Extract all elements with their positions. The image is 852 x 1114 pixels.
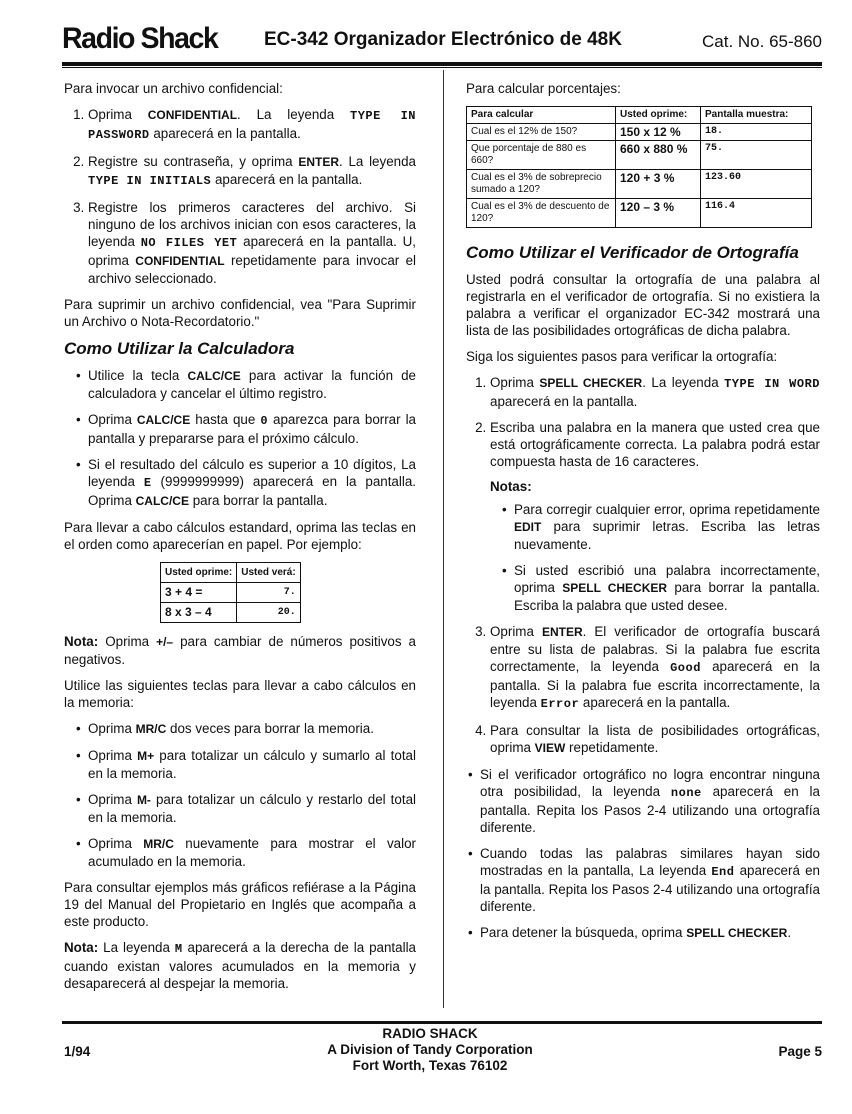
table-row — [467, 199, 812, 228]
percent-table — [466, 106, 812, 228]
table-row — [161, 603, 301, 623]
right-column — [466, 80, 820, 951]
table-cell: 8 x 3 – 4 — [161, 603, 237, 623]
table-row — [467, 141, 812, 170]
confidential-steps — [64, 106, 416, 287]
list-item: • Utilice la tecla CALC/CE para activar la función de calculadora y cancelar el último registro. — [88, 367, 416, 402]
document-title: EC-342 Organizador Electrónico de 48K — [264, 29, 622, 50]
list-item: • Oprima CALC/CE hasta que 0 aparezca para borrar la pantalla y prepararse para el próximo cálculo. — [88, 411, 416, 447]
table-cell: Cual es el 12% de 150? — [467, 124, 616, 141]
table-header-row — [161, 563, 301, 583]
page-header — [62, 18, 822, 62]
calc-example-table — [160, 562, 301, 623]
table-header: Para calcular — [467, 107, 616, 124]
spell-intro: Usted podrá consultar la ortografía de una palabra al registrarla en el verificador de ortografía. Si no existiera la palabra a verificar el organizador EC-342 mostrará una lista de las posibilidades ortográficas de dicha palabra. — [466, 272, 820, 338]
delete-note: Para suprimir un archivo confidencial, vea "Para Suprimir un Archivo o Nota-Recordatorio." — [64, 297, 416, 329]
table-cell: 116.4 — [701, 199, 812, 228]
table-header: Usted oprime: — [616, 107, 701, 124]
list-item: • Oprima M+ para totalizar un cálculo y sumarlo al total en la memoria. — [88, 747, 416, 782]
table-cell: Cual es el 3% de sobreprecio sumado a 120? — [467, 170, 616, 199]
spell-step: 1. Oprima SPELL CHECKER. La leyenda TYPE IN WORD aparecerá en la pantalla. — [490, 374, 820, 410]
calculator-heading: Como Utilizar la Calculadora — [64, 339, 295, 358]
table-cell: Que porcentaje de 880 es 660? — [467, 141, 616, 170]
list-item: • Si usted escribió una palabra incorrectamente, oprima SPELL CHECKER para borrar la pantalla. Escriba la palabra que usted desee. — [514, 562, 820, 614]
spell-bullets — [466, 766, 820, 942]
spell-step: 3. Oprima ENTER. El verificador de ortografía buscará entre su lista de palabras. Si la palabra fue escrita correctamente, la leyenda Good aparecerá en la pantalla. Si la palabra fue escrita incorrectamente, la leyenda Error aparecerá en la pantalla. — [490, 623, 820, 713]
radio-shack-logo: Radio Shack — [62, 22, 218, 55]
table-cell: Cual es el 3% de descuento de 120? — [467, 199, 616, 228]
table-row — [161, 583, 301, 603]
list-item: • Para detener la búsqueda, oprima SPELL CHECKER. — [480, 924, 820, 942]
catalog-number: Cat. No. 65-860 — [701, 32, 822, 51]
list-item: • Si el verificador ortográfico no logra encontrar ninguna otra posibilidad, la leyenda none aparecerá en la pantalla. Repita los Pasos 2-4 utilizando una ortografía diferente. — [480, 766, 820, 836]
spell-checker-heading: Como Utilizar el Verificador de Ortografía — [466, 243, 799, 262]
table-header: Usted oprime: — [161, 563, 237, 583]
footer-division: A Division of Tandy Corporation — [327, 1042, 533, 1057]
sign-note: Nota: Oprima +/– para cambiar de números positivos a negativos. — [64, 634, 416, 667]
list-item: • Si el resultado del cálculo es superior a 10 dígitos, La leyenda E (9999999999) aparecerá en la pantalla. Oprima CALC/CE para borrar la pantalla. — [88, 456, 416, 510]
spell-step: 4. Para consultar la lista de posibilidades ortográficas, oprima VIEW repetidamente. — [490, 722, 820, 757]
standard-calc-text: Para llevar a cabo cálculos estandard, oprima las teclas en el orden como aparecerían en papel. Por ejemplo: — [64, 520, 416, 552]
list-item: • Cuando todas las palabras similares hayan sido mostradas en la pantalla, La leyenda End aparecerá en la pantalla. Repita los Pasos 2-4 utilizando una ortografía diferente. — [480, 845, 820, 915]
percent-intro: Para calcular porcentajes: — [466, 81, 621, 96]
footer-address: Fort Worth, Texas 76102 — [352, 1058, 508, 1073]
page-number: Page 5 — [778, 1044, 822, 1059]
table-cell: 120 + 3 % — [616, 170, 701, 199]
header-rule-thin — [62, 67, 822, 68]
table-cell: 7. — [237, 583, 300, 603]
confidential-intro: Para invocar un archivo confidencial: — [64, 81, 283, 96]
confidential-step: 2. Registre su contraseña, y oprima ENTER. La leyenda TYPE IN INITIALS aparecerá en la pantalla. — [88, 153, 416, 190]
memory-note: Nota: La leyenda M aparecerá a la derecha de la pantalla cuando existan valores acumulados en la memoria y desaparecerá al despejar la memoria. — [64, 940, 416, 991]
notes-list — [490, 501, 820, 614]
list-item: • Oprima MR/C dos veces para borrar la memoria. — [88, 720, 416, 738]
memory-intro: Utilice las siguientes teclas para llevar a cabo cálculos en la memoria: — [64, 678, 416, 710]
table-header-row — [467, 107, 812, 124]
confidential-step: 3. Registre los primeros caracteres del archivo. Si ninguno de los archivos inician con esos caracteres, la leyenda NO FILES YET aparecerá en la pantalla. U, oprima CONFIDENTIAL repetidamente para invocar el archivo seleccionado. — [88, 199, 416, 287]
footer-company-block — [280, 1026, 580, 1074]
table-cell: 3 + 4 = — [161, 583, 237, 603]
list-item: • Oprima M- para totalizar un cálculo y restarlo del total en la memoria. — [88, 791, 416, 826]
confidential-step: 1. Oprima CONFIDENTIAL. La leyenda TYPE IN PASSWORD aparecerá en la pantalla. — [88, 106, 416, 144]
header-rule — [62, 62, 822, 66]
table-cell: 18. — [701, 124, 812, 141]
notes-label: Notas: — [490, 479, 532, 494]
spell-steps — [466, 374, 820, 757]
examples-reference: Para consultar ejemplos más gráficos refiérase a la Página 19 del Manual del Propietario en Inglés que acompaña a este producto. — [64, 880, 416, 929]
column-divider — [443, 70, 444, 1008]
table-cell: 20. — [237, 603, 300, 623]
spell-step: 2. Escriba una palabra en la manera que usted crea que está ortográficamente correcta. La palabra podrá estar compuesta hasta de 16 caracteres. Notas: • Para corregir cualquier error, oprima repetidamente EDIT para suprimir letras. Escriba las letras nuevamente. • Si usted escribió una palabra incorrectamente, oprima SPELL CHECKER para borrar la pantalla. Escriba la palabra que usted desee. — [490, 419, 820, 614]
calculator-bullets — [64, 367, 416, 510]
table-header: Pantalla muestra: — [701, 107, 812, 124]
table-header: Usted verá: — [237, 563, 300, 583]
table-row — [467, 170, 812, 199]
footer-date: 1/94 — [64, 1044, 91, 1059]
footer-company: RADIO SHACK — [382, 1026, 478, 1041]
footer-rule — [62, 1021, 822, 1024]
list-item: • Oprima MR/C nuevamente para mostrar el valor acumulado en la memoria. — [88, 835, 416, 870]
memory-bullets — [64, 720, 416, 870]
left-column — [64, 80, 416, 1001]
table-cell: 75. — [701, 141, 812, 170]
spell-steps-intro: Siga los siguientes pasos para verificar la ortografía: — [466, 349, 778, 364]
table-cell: 150 x 12 % — [616, 124, 701, 141]
table-row — [467, 124, 812, 141]
list-item: • Para corregir cualquier error, oprima repetidamente EDIT para suprimir letras. Escriba las letras nuevamente. — [514, 501, 820, 553]
table-cell: 660 x 880 % — [616, 141, 701, 170]
table-cell: 120 – 3 % — [616, 199, 701, 228]
table-cell: 123.60 — [701, 170, 812, 199]
